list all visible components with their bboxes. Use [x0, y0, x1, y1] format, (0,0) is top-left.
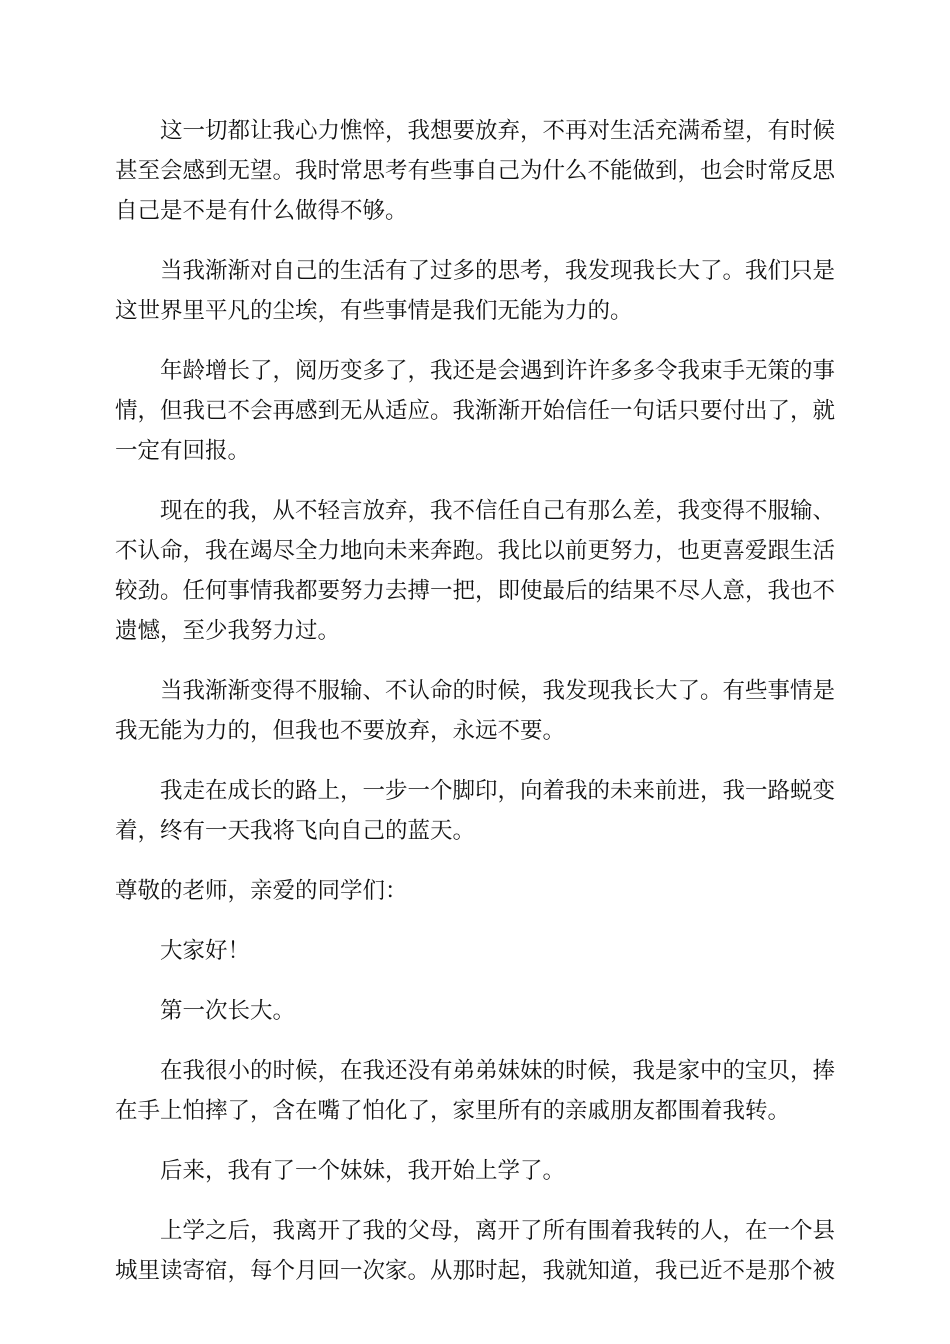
paragraph: 年龄增长了，阅历变多了，我还是会遇到许许多多令我束手无策的事情，但我已不会再感到无从适应。我渐渐开始信任一句话只要付出了，就一定有回报。: [115, 358, 836, 464]
document-body: [115, 111, 835, 1311]
paragraph: 在我很小的时候，在我还没有弟弟妹妹的时候，我是家中的宝贝，捧在手上怕摔了，含在嘴了怕化了，家里所有的亲戚朋友都围着我转。: [115, 1058, 836, 1124]
paragraph: 当我渐渐对自己的生活有了过多的思考，我发现我长大了。我们只是这世界里平凡的尘埃，有些事情是我们无能为力的。: [115, 258, 836, 324]
paragraph: 后来，我有了一个妹妹，我开始上学了。: [160, 1158, 566, 1184]
greeting: 大家好！: [160, 938, 251, 964]
paragraph: 我走在成长的路上，一步一个脚印，向着我的未来前进，我一路蜕变着，终有一天我将飞向自己的蓝天。: [115, 778, 836, 844]
paragraph: 现在的我，从不轻言放弃，我不信任自己有那么差，我变得不服输、不认命，我在竭尽全力地向未来奔跑。我比以前更努力，也更喜爱跟生活较劲。任何事情我都要努力去搏一把，即使最后的结果不尽人意，我也不遗憾，至少我努力过。: [115, 498, 836, 644]
salutation: 尊敬的老师，亲爱的同学们：: [115, 878, 408, 904]
paragraph: 上学之后，我离开了我的父母，离开了所有围着我转的人，在一个县城里读寄宿，每个月回一次家。从那时起，我就知道，我已近不是那个被: [115, 1218, 836, 1284]
paragraph: 当我渐渐变得不服输、不认命的时候，我发现我长大了。有些事情是我无能为力的，但我也不要放弃，永远不要。: [115, 678, 836, 744]
paragraph: 这一切都让我心力憔悴，我想要放弃，不再对生活充满希望，有时候甚至会感到无望。我时常思考有些事自己为什么不能做到，也会时常反思自己是不是有什么做得不够。: [115, 118, 836, 224]
section-heading: 第一次长大。: [160, 998, 296, 1024]
